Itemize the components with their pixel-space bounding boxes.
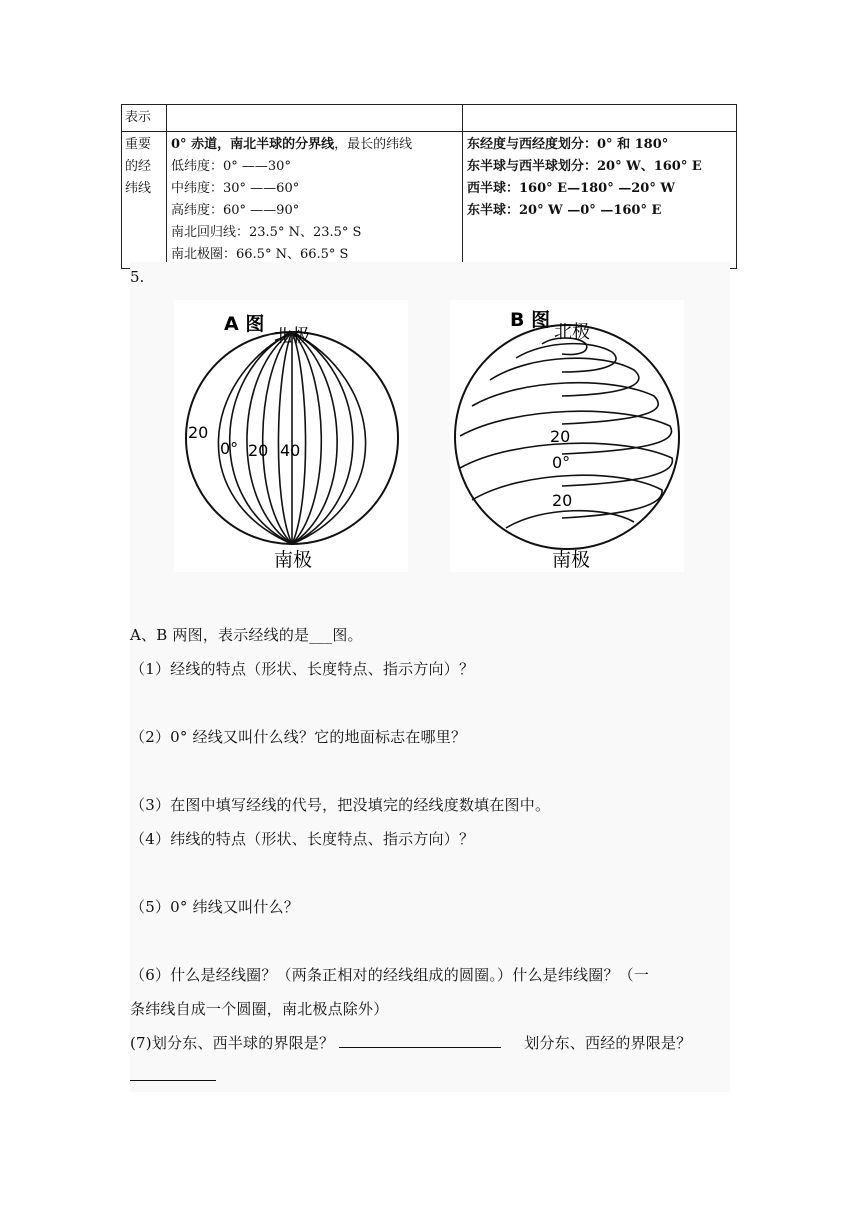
parallel-number: 20 — [552, 491, 573, 510]
equator-text: 0° 赤道，南北半球的分界线 — [171, 137, 335, 152]
latitude-line: 南北极圈：66.5° N、66.5° S — [171, 247, 349, 262]
answer-blank[interactable] — [130, 1080, 216, 1081]
latitude-line — [171, 134, 458, 156]
question-6-line-2: 条纬线自成一个圆圈，南北极点除外） — [130, 1000, 389, 1018]
question-7-part-1: (7)划分东、西半球的界限是？ — [130, 1034, 335, 1052]
figure-a-south-label: 南极 — [274, 549, 313, 571]
figure-a-label: A 图 — [224, 313, 265, 335]
parallel-number: 20 — [550, 427, 571, 446]
row-label-line: 的经 — [125, 159, 152, 174]
latitude-longitude-table — [121, 104, 737, 269]
question-3: （3）在图中填写经线的代号，把没填完的经线度数填在图中。 — [130, 796, 551, 814]
question-5: （5）0° 纬线又叫什么？ — [130, 898, 299, 916]
question-4: （4）纬线的特点（形状、长度特点、指示方向）？ — [130, 830, 475, 848]
table-row — [122, 132, 737, 269]
question-7 — [130, 1032, 691, 1053]
question-number: 5. — [130, 268, 145, 286]
parallel-globe-diagram — [450, 300, 684, 572]
longitude-line: 东半球与西半球划分：20° W、160° E — [467, 159, 702, 174]
table-cell-empty — [167, 105, 463, 132]
meridian-number: 20 — [188, 423, 209, 442]
meridian-globe-diagram — [174, 300, 408, 572]
meridian-number: 0° — [220, 439, 239, 458]
answer-blank[interactable] — [339, 1047, 501, 1048]
latitude-line: 高纬度：60° ——90° — [171, 203, 300, 218]
latitude-cell — [167, 132, 463, 269]
table-cell-label: 表示 — [122, 105, 167, 132]
table-row — [122, 105, 737, 132]
row-label-line: 纬线 — [125, 181, 152, 196]
figure-a — [174, 300, 408, 572]
longitude-cell — [463, 132, 737, 269]
figure-b-label: B 图 — [510, 309, 551, 331]
table-cell-label — [122, 132, 167, 269]
longitude-line: 东经度与西经度划分：0° 和 180° — [467, 137, 669, 152]
question-7-part-2: 划分东、西经的界限是？ — [524, 1034, 692, 1052]
longitude-line: 西半球：160° E—180° —20° W — [467, 181, 675, 196]
latitude-line: 低纬度：0° ——30° — [171, 159, 291, 174]
table-cell-empty — [463, 105, 737, 132]
figure-a-north-label: 北极 — [274, 326, 310, 347]
equator-text-rest: ，最长的纬线 — [334, 137, 413, 152]
meridian-number: 40 — [280, 441, 301, 460]
latitude-line: 南北回归线：23.5° N、23.5° S — [171, 225, 362, 240]
figure-b — [450, 300, 684, 572]
question-intro: A、B 两图，表示经线的是___图。 — [130, 626, 363, 644]
parallel-number: 0° — [552, 453, 571, 472]
question-6-line-1: （6）什么是经线圈？（两条正相对的经线组成的圆圈。）什么是纬线圈？（一 — [130, 966, 650, 984]
meridian-number: 20 — [248, 441, 269, 460]
row-label-line: 重要 — [125, 137, 152, 152]
latitude-line: 中纬度：30° ——60° — [171, 181, 300, 196]
question-1: （1）经线的特点（形状、长度特点、指示方向）？ — [130, 660, 475, 678]
question-2: （2）0° 经线又叫什么线？它的地面标志在哪里？ — [130, 728, 467, 746]
longitude-line: 东半球：20° W —0° —160° E — [467, 203, 662, 218]
figure-b-north-label: 北极 — [554, 322, 590, 343]
figure-b-south-label: 南极 — [552, 549, 591, 571]
